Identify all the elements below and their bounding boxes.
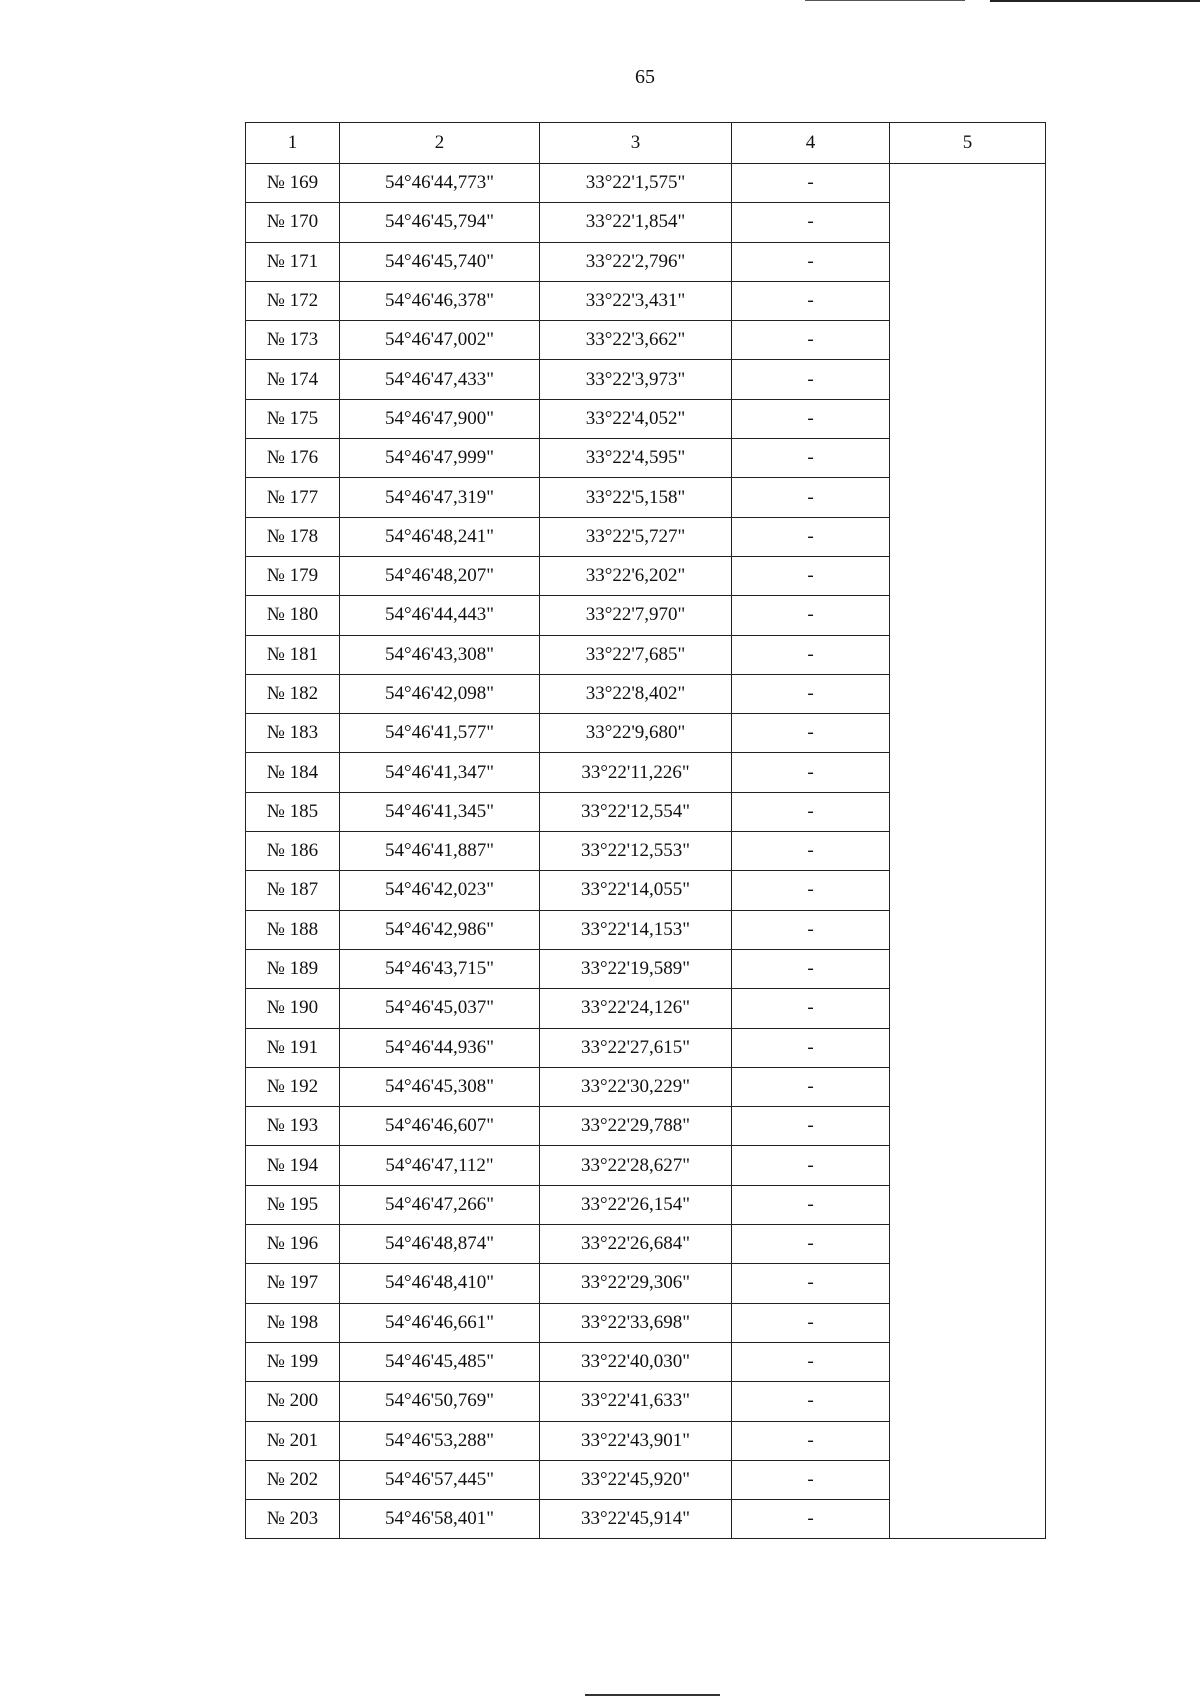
- column-4-cell: -: [732, 674, 890, 713]
- coordinates-table: [245, 122, 1046, 1539]
- column-4-cell: -: [732, 399, 890, 438]
- point-number-cell: № 201: [246, 1421, 340, 1460]
- point-number-cell: № 186: [246, 832, 340, 871]
- latitude-cell: 54°46'48,207": [340, 556, 540, 595]
- latitude-cell: 54°46'50,769": [340, 1382, 540, 1421]
- latitude-cell: 54°46'41,887": [340, 832, 540, 871]
- column-4-cell: -: [732, 910, 890, 949]
- table-header-row: [246, 123, 1046, 164]
- column-4-cell: -: [732, 164, 890, 203]
- column-4-cell: -: [732, 478, 890, 517]
- column-4-cell: -: [732, 1264, 890, 1303]
- point-number-cell: № 182: [246, 674, 340, 713]
- latitude-cell: 54°46'53,288": [340, 1421, 540, 1460]
- column-4-cell: -: [732, 203, 890, 242]
- point-number-cell: № 199: [246, 1342, 340, 1381]
- latitude-cell: 54°46'47,002": [340, 321, 540, 360]
- latitude-cell: 54°46'42,023": [340, 871, 540, 910]
- column-header: 5: [890, 123, 1046, 164]
- longitude-cell: 33°22'28,627": [540, 1146, 732, 1185]
- latitude-cell: 54°46'48,410": [340, 1264, 540, 1303]
- column-header: 1: [246, 123, 340, 164]
- column-4-cell: -: [732, 1107, 890, 1146]
- table-row: [246, 164, 1046, 203]
- longitude-cell: 33°22'7,685": [540, 635, 732, 674]
- longitude-cell: 33°22'1,854": [540, 203, 732, 242]
- longitude-cell: 33°22'33,698": [540, 1303, 732, 1342]
- column-4-cell: -: [732, 517, 890, 556]
- latitude-cell: 54°46'41,345": [340, 792, 540, 831]
- point-number-cell: № 196: [246, 1225, 340, 1264]
- latitude-cell: 54°46'43,715": [340, 949, 540, 988]
- column-4-cell: -: [732, 1185, 890, 1224]
- column-4-cell: -: [732, 949, 890, 988]
- column-4-cell: -: [732, 1460, 890, 1499]
- latitude-cell: 54°46'47,900": [340, 399, 540, 438]
- point-number-cell: № 184: [246, 753, 340, 792]
- point-number-cell: № 177: [246, 478, 340, 517]
- scan-edge-line: [805, 0, 965, 1]
- longitude-cell: 33°22'14,153": [540, 910, 732, 949]
- column-4-cell: -: [732, 1225, 890, 1264]
- point-number-cell: № 195: [246, 1185, 340, 1224]
- longitude-cell: 33°22'29,306": [540, 1264, 732, 1303]
- longitude-cell: 33°22'45,914": [540, 1500, 732, 1539]
- longitude-cell: 33°22'1,575": [540, 164, 732, 203]
- longitude-cell: 33°22'11,226": [540, 753, 732, 792]
- latitude-cell: 54°46'57,445": [340, 1460, 540, 1499]
- longitude-cell: 33°22'5,727": [540, 517, 732, 556]
- column-4-cell: -: [732, 1028, 890, 1067]
- column-4-cell: -: [732, 556, 890, 595]
- column-header: 2: [340, 123, 540, 164]
- point-number-cell: № 183: [246, 714, 340, 753]
- page-number: 65: [635, 66, 655, 88]
- point-number-cell: № 178: [246, 517, 340, 556]
- longitude-cell: 33°22'2,796": [540, 242, 732, 281]
- column-4-cell: -: [732, 871, 890, 910]
- point-number-cell: № 173: [246, 321, 340, 360]
- point-number-cell: № 174: [246, 360, 340, 399]
- column-4-cell: -: [732, 321, 890, 360]
- latitude-cell: 54°46'42,098": [340, 674, 540, 713]
- scan-edge-line: [990, 0, 1200, 2]
- column-4-cell: -: [732, 753, 890, 792]
- longitude-cell: 33°22'3,973": [540, 360, 732, 399]
- longitude-cell: 33°22'7,970": [540, 596, 732, 635]
- point-number-cell: № 191: [246, 1028, 340, 1067]
- longitude-cell: 33°22'3,431": [540, 281, 732, 320]
- latitude-cell: 54°46'47,999": [340, 439, 540, 478]
- column-4-cell: -: [732, 989, 890, 1028]
- latitude-cell: 54°46'43,308": [340, 635, 540, 674]
- point-number-cell: № 181: [246, 635, 340, 674]
- longitude-cell: 33°22'14,055": [540, 871, 732, 910]
- point-number-cell: № 192: [246, 1067, 340, 1106]
- point-number-cell: № 175: [246, 399, 340, 438]
- column-4-cell: -: [732, 635, 890, 674]
- point-number-cell: № 170: [246, 203, 340, 242]
- column-4-cell: -: [732, 1342, 890, 1381]
- column-4-cell: -: [732, 281, 890, 320]
- latitude-cell: 54°46'46,607": [340, 1107, 540, 1146]
- point-number-cell: № 188: [246, 910, 340, 949]
- point-number-cell: № 200: [246, 1382, 340, 1421]
- column-4-cell: -: [732, 1146, 890, 1185]
- latitude-cell: 54°46'45,485": [340, 1342, 540, 1381]
- point-number-cell: № 190: [246, 989, 340, 1028]
- latitude-cell: 54°46'44,773": [340, 164, 540, 203]
- table-body: [246, 164, 1046, 1539]
- column-4-cell: -: [732, 714, 890, 753]
- point-number-cell: № 171: [246, 242, 340, 281]
- longitude-cell: 33°22'12,553": [540, 832, 732, 871]
- longitude-cell: 33°22'8,402": [540, 674, 732, 713]
- longitude-cell: 33°22'3,662": [540, 321, 732, 360]
- point-number-cell: № 187: [246, 871, 340, 910]
- point-number-cell: № 185: [246, 792, 340, 831]
- latitude-cell: 54°46'41,577": [340, 714, 540, 753]
- column-4-cell: -: [732, 596, 890, 635]
- column-5-cell: [890, 164, 1046, 1539]
- point-number-cell: № 203: [246, 1500, 340, 1539]
- latitude-cell: 54°46'48,241": [340, 517, 540, 556]
- column-4-cell: -: [732, 792, 890, 831]
- latitude-cell: 54°46'58,401": [340, 1500, 540, 1539]
- longitude-cell: 33°22'12,554": [540, 792, 732, 831]
- latitude-cell: 54°46'44,936": [340, 1028, 540, 1067]
- longitude-cell: 33°22'40,030": [540, 1342, 732, 1381]
- latitude-cell: 54°46'47,266": [340, 1185, 540, 1224]
- longitude-cell: 33°22'43,901": [540, 1421, 732, 1460]
- latitude-cell: 54°46'47,112": [340, 1146, 540, 1185]
- column-header: 3: [540, 123, 732, 164]
- longitude-cell: 33°22'29,788": [540, 1107, 732, 1146]
- point-number-cell: № 198: [246, 1303, 340, 1342]
- longitude-cell: 33°22'30,229": [540, 1067, 732, 1106]
- column-4-cell: -: [732, 1500, 890, 1539]
- column-4-cell: -: [732, 1067, 890, 1106]
- column-4-cell: -: [732, 1421, 890, 1460]
- longitude-cell: 33°22'24,126": [540, 989, 732, 1028]
- point-number-cell: № 197: [246, 1264, 340, 1303]
- latitude-cell: 54°46'45,308": [340, 1067, 540, 1106]
- longitude-cell: 33°22'45,920": [540, 1460, 732, 1499]
- longitude-cell: 33°22'4,595": [540, 439, 732, 478]
- latitude-cell: 54°46'45,037": [340, 989, 540, 1028]
- longitude-cell: 33°22'41,633": [540, 1382, 732, 1421]
- longitude-cell: 33°22'26,684": [540, 1225, 732, 1264]
- latitude-cell: 54°46'46,661": [340, 1303, 540, 1342]
- longitude-cell: 33°22'9,680": [540, 714, 732, 753]
- point-number-cell: № 180: [246, 596, 340, 635]
- column-4-cell: -: [732, 439, 890, 478]
- column-4-cell: -: [732, 832, 890, 871]
- point-number-cell: № 194: [246, 1146, 340, 1185]
- latitude-cell: 54°46'47,319": [340, 478, 540, 517]
- column-4-cell: -: [732, 242, 890, 281]
- longitude-cell: 33°22'26,154": [540, 1185, 732, 1224]
- point-number-cell: № 179: [246, 556, 340, 595]
- longitude-cell: 33°22'27,615": [540, 1028, 732, 1067]
- longitude-cell: 33°22'6,202": [540, 556, 732, 595]
- longitude-cell: 33°22'19,589": [540, 949, 732, 988]
- latitude-cell: 54°46'45,794": [340, 203, 540, 242]
- point-number-cell: № 189: [246, 949, 340, 988]
- point-number-cell: № 172: [246, 281, 340, 320]
- point-number-cell: № 202: [246, 1460, 340, 1499]
- latitude-cell: 54°46'48,874": [340, 1225, 540, 1264]
- longitude-cell: 33°22'5,158": [540, 478, 732, 517]
- column-4-cell: -: [732, 1303, 890, 1342]
- point-number-cell: № 176: [246, 439, 340, 478]
- column-4-cell: -: [732, 360, 890, 399]
- longitude-cell: 33°22'4,052": [540, 399, 732, 438]
- latitude-cell: 54°46'45,740": [340, 242, 540, 281]
- latitude-cell: 54°46'46,378": [340, 281, 540, 320]
- latitude-cell: 54°46'44,443": [340, 596, 540, 635]
- column-header: 4: [732, 123, 890, 164]
- point-number-cell: № 193: [246, 1107, 340, 1146]
- latitude-cell: 54°46'41,347": [340, 753, 540, 792]
- latitude-cell: 54°46'42,986": [340, 910, 540, 949]
- scan-edge-line: [585, 1694, 720, 1696]
- column-4-cell: -: [732, 1382, 890, 1421]
- latitude-cell: 54°46'47,433": [340, 360, 540, 399]
- point-number-cell: № 169: [246, 164, 340, 203]
